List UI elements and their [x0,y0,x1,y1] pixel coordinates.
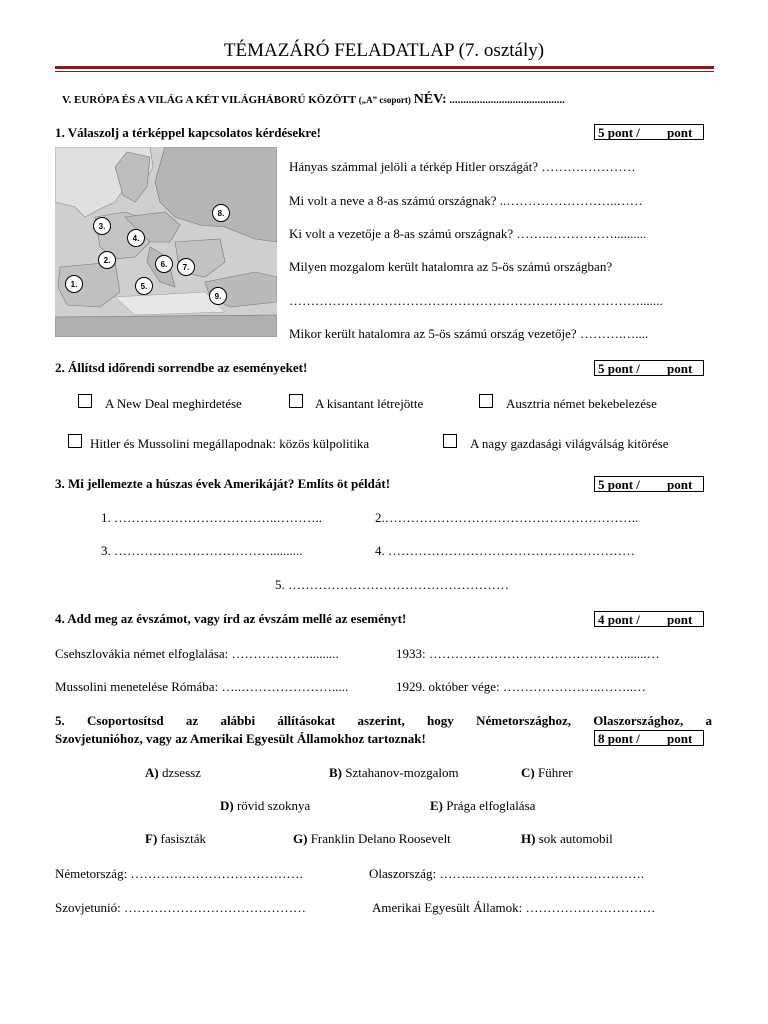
q1-points-box [594,124,704,140]
q4-points: 4 pont / [598,612,640,627]
q3-answer-5[interactable]: 5. …………………………………………… [275,577,509,592]
q3-answer-1[interactable]: 1. ………………………………..……….. [101,510,322,525]
q5-option-e [430,798,535,814]
subtitle-main: V. EURÓPA ÉS A VILÁG A KÉT VILÁGHÁBORÚ KÖZÖTT [62,94,356,106]
q1-points-suffix: pont [667,125,693,140]
q4-heading: 4. Add meg az évszámot, vagy írd az évszám mellé az eseményt! [55,611,407,626]
q4-points-suffix: pont [667,612,693,627]
q1-line-6[interactable]: Mikor került hatalomra az 5-ös számú ország vezetője? ……….….... [289,326,649,341]
q5-option-e-letter: E) [430,798,443,813]
q5-option-h-text: sok automobil [538,831,613,846]
q2-checkbox-3[interactable] [479,394,493,408]
map-marker-9: 9. [209,287,227,305]
q2-item-1: A New Deal meghirdetése [105,396,242,411]
q1-line-4: Milyen mozgalom került hatalomra az 5-ös számú országban? [289,259,613,274]
q5-points-box [594,730,704,746]
q5-option-h-letter: H) [521,831,536,846]
q5-heading-line-1: 5. Csoportosítsd az alábbi állításokat aszerint, hogy Németországhoz, Olaszországhoz, a [55,713,712,728]
q2-points: 5 pont / [598,361,640,376]
q5-heading-line-2: Szovjetunióhoz, vagy az Amerikai Egyesült Államokhoz tartoznak! [55,731,426,746]
title-divider-thin [55,71,714,72]
q5-option-g [293,831,451,847]
q5-points: 8 pont / [598,731,640,746]
q2-item-3: Ausztria német bekebelezése [506,396,657,411]
q2-points-suffix: pont [667,361,693,376]
q3-points-suffix: pont [667,477,693,492]
q5-option-d-text: rövid szoknya [236,798,311,813]
map-marker-8: 8. [212,204,230,222]
q5-option-f [145,831,206,847]
q4-row-1-label[interactable]: Csehszlovákia német elfoglalása: ………………......... [55,646,339,661]
q4-row-1-year[interactable]: 1933: ……………………………………….......… [396,646,660,661]
q5-option-e-text: Prága elfoglalása [446,798,536,813]
map-marker-7: 7. [177,258,195,276]
q5-option-f-text: fasiszták [160,831,207,846]
q5-option-c-letter: C) [521,765,535,780]
q5-option-g-text: Franklin Delano Roosevelt [310,831,451,846]
q2-item-2: A kisantant létrejötte [315,396,424,411]
q5-option-g-letter: G) [293,831,308,846]
q5-option-d [220,798,310,814]
q1-line-5[interactable]: ………………………………………………………………………....... [289,293,663,308]
q5-points-suffix: pont [667,731,693,746]
q1-points: 5 pont / [598,125,640,140]
q5-answer-soviet[interactable]: Szovjetunió: …………………………………… [55,900,306,915]
q3-points-box [594,476,704,492]
q5-answer-germany[interactable]: Németország: …………………………………. [55,866,303,881]
map-marker-4: 4. [127,229,145,247]
q5-option-d-letter: D) [220,798,234,813]
q2-item-4: Hitler és Mussolini megállapodnak: közös külpolitika [90,436,370,451]
q3-points: 5 pont / [598,477,640,492]
q5-answer-italy[interactable]: Olaszország: ……..…………………………………. [369,866,645,881]
q3-answer-2[interactable]: 2.………………………………………………….. [375,510,639,525]
map-marker-2: 2. [98,251,116,269]
q5-option-b-text: Sztahanov-mozgalom [345,765,459,780]
q5-option-f-letter: F) [145,831,158,846]
q5-option-a-letter: A) [145,765,159,780]
q5-option-a [145,765,201,781]
page-title: TÉMAZÁRÓ FELADATLAP (7. osztály) [223,40,545,61]
q2-heading: 2. Állítsd időrendi sorrendbe az eseményeket! [55,360,308,375]
q4-row-2-label[interactable]: Mussolini menetelése Rómába: …..…………………..... [55,679,349,694]
q5-option-c [521,765,573,781]
q5-option-b-letter: B) [329,765,342,780]
q3-answer-4[interactable]: 4. ………………………………………………… [375,543,635,558]
q5-option-a-text: dzsessz [161,765,201,780]
title-divider-thick [55,66,714,69]
europe-map [55,147,277,337]
q1-heading: 1. Válaszolj a térképpel kapcsolatos kérdésekre! [55,125,321,140]
q5-option-c-text: Führer [537,765,573,780]
q5-option-b [329,765,459,781]
q2-checkbox-2[interactable] [289,394,303,408]
q1-line-1[interactable]: Hányas számmal jelöli a térkép Hitler országát? ……….………… [289,159,636,174]
subtitle [62,92,565,108]
q2-points-box [594,360,704,376]
q4-row-2-year[interactable]: 1929. október vége: …………………..……..… [396,679,646,694]
q4-points-box [594,611,704,627]
map-marker-1: 1. [65,275,83,293]
q5-answer-usa[interactable]: Amerikai Egyesült Államok: ………………………… [372,900,656,915]
q3-heading: 3. Mi jellemezte a húszas évek Amerikáját? Említs öt példát! [55,476,391,491]
map-marker-5: 5. [135,277,153,295]
subtitle-group: („A” csoport) [358,95,411,105]
name-label: NÉV: [413,92,447,107]
map-marker-6: 6. [155,255,173,273]
q3-answer-3[interactable]: 3. ……………………………….......... [101,543,303,558]
name-field[interactable]: .......................................... [449,94,565,106]
q5-option-h [521,831,613,847]
q1-line-2[interactable]: Mi volt a neve a 8-as számú országnak? ..……………………..…… [289,193,643,208]
europe-map-image [55,147,277,337]
q1-line-3[interactable]: Ki volt a vezetője a 8-as számú országnak? ……..…………….......... [289,226,647,241]
q2-checkbox-4[interactable] [68,434,82,448]
q2-checkbox-1[interactable] [78,394,92,408]
q2-checkbox-5[interactable] [443,434,457,448]
map-marker-3: 3. [93,217,111,235]
q2-item-5: A nagy gazdasági világválság kitörése [470,436,669,451]
